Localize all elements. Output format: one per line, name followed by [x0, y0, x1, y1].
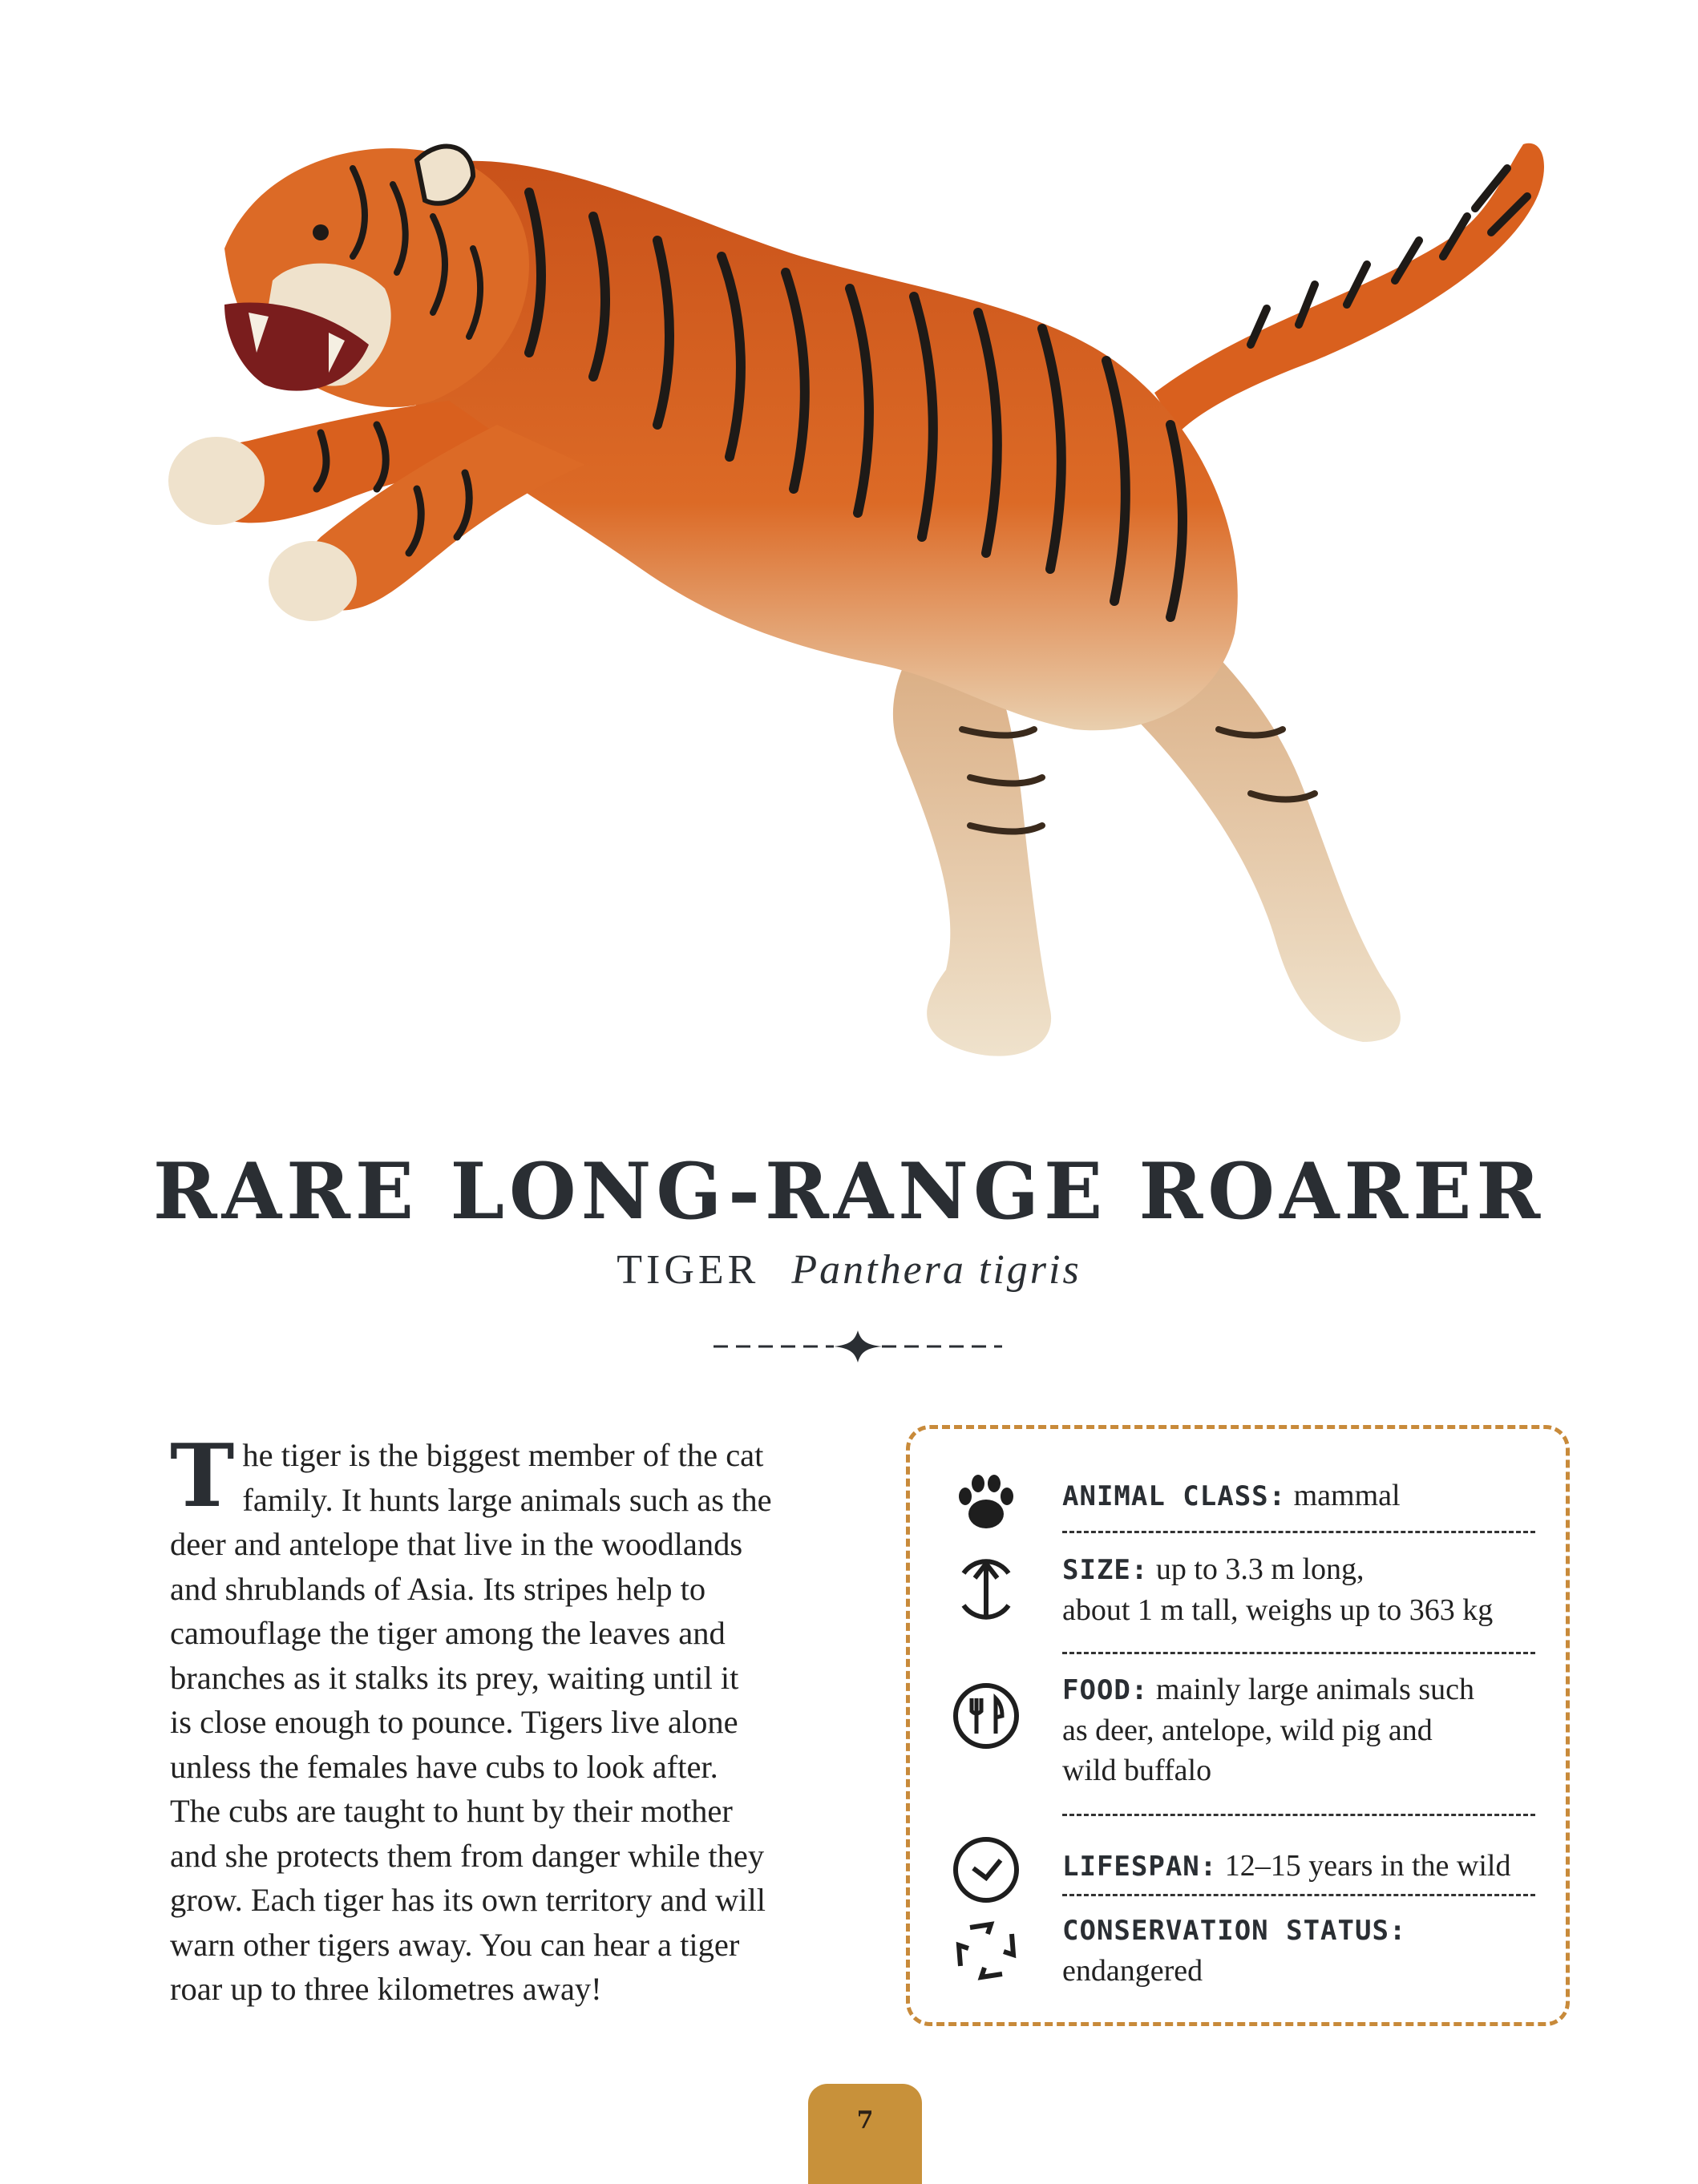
body-line: The cubs are taught to hunt by their mother	[170, 1793, 733, 1829]
fact-value: mainly large animals such	[1155, 1673, 1475, 1706]
ornamental-divider	[714, 1330, 1002, 1362]
body-line: he tiger is the biggest member of the cat	[242, 1437, 764, 1473]
size-arrows-icon	[946, 1549, 1026, 1629]
body-line: family. It hunts large animals such as the	[242, 1481, 772, 1518]
fact-value: up to 3.3 m long,	[1155, 1552, 1364, 1586]
body-line: and she protects them from danger while they	[170, 1837, 765, 1874]
body-line: is close enough to pounce. Tigers live alone	[170, 1704, 738, 1740]
drop-cap: T	[170, 1426, 235, 1527]
fact-separator	[1062, 1652, 1535, 1654]
body-line: branches as it stalks its prey, waiting until it	[170, 1659, 739, 1696]
body-line: grow. Each tiger has its own territory and will	[170, 1882, 766, 1918]
latin-name: Panthera tigris	[791, 1247, 1081, 1293]
common-name: TIGER	[617, 1247, 760, 1293]
body-line: warn other tigers away. You can hear a tiger	[170, 1926, 740, 1963]
fact-box	[906, 1425, 1570, 2026]
fact-value: 12–15 years in the wild	[1224, 1849, 1511, 1883]
clock-icon	[946, 1830, 1026, 1910]
conservation-arrows-icon	[946, 1910, 1026, 1990]
fact-label: LIFESPAN:	[1062, 1851, 1218, 1883]
fact-separator	[1062, 1814, 1535, 1816]
body-line: and shrublands of Asia. Its stripes help to	[170, 1570, 706, 1607]
tiger-illustration	[112, 120, 1619, 1146]
fact-label: CONSERVATION STATUS:	[1062, 1915, 1407, 1947]
species-subtitle	[0, 1246, 1698, 1294]
body-line: deer and antelope that live in the woodlands	[170, 1526, 743, 1562]
fact-value: endangered	[1062, 1954, 1203, 1988]
fact-value: mammal	[1293, 1479, 1401, 1512]
fact-label: FOOD:	[1062, 1674, 1149, 1706]
page-title: RARE LONG-RANGE ROARER	[152, 1146, 1546, 1237]
fact-separator	[1062, 1531, 1535, 1533]
fact-label: ANIMAL CLASS:	[1062, 1480, 1287, 1512]
page-number: 7	[856, 2106, 874, 2134]
body-line: unless the females have cubs to look after.	[170, 1748, 718, 1785]
body-line: camouflage the tiger among the leaves and	[170, 1615, 726, 1651]
fact-value: about 1 m tall, weighs up to 363 kg	[1062, 1593, 1494, 1627]
fact-label: SIZE:	[1062, 1554, 1149, 1586]
fact-separator	[1062, 1894, 1535, 1896]
fact-value: wild buffalo	[1062, 1754, 1212, 1787]
paw-print-icon	[946, 1461, 1026, 1541]
page-number-tab	[808, 2084, 922, 2184]
fork-knife-icon	[946, 1676, 1026, 1756]
body-paragraph	[170, 1426, 827, 2012]
fact-value: as deer, antelope, wild pig and	[1062, 1714, 1433, 1747]
body-line: roar up to three kilometres away!	[170, 1971, 602, 2007]
